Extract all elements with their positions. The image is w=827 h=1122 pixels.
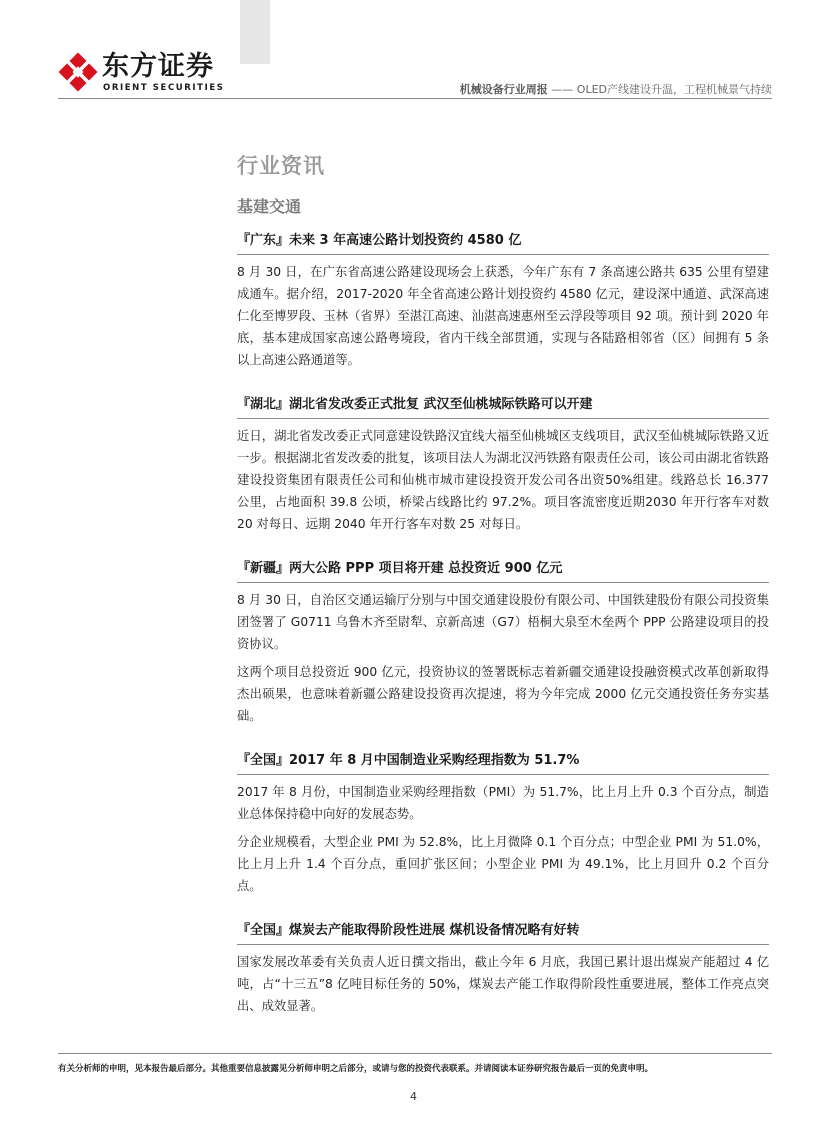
news-item-guangdong: [237, 229, 769, 371]
section-title: 行业资讯: [237, 154, 325, 178]
news-paragraph: 2017 年 8 月份，中国制造业采购经理指数（PMI）为 51.7%，比上月上升 0.3 个百分点，制造业总体保持稳中向好的发展态势。: [237, 785, 769, 821]
news-item-xinjiang: [237, 557, 769, 727]
news-paragraph: 8 月 30 日，在广东省高速公路建设现场会上获悉，今年广东有 7 条高速公路共 635 公里有望建成通车。据介绍，2017-2020 年全省高速公路计划投资约 4580 亿元，建设深中通道、武深高速仁化至博罗段、玉林（省界）至湛江高速、汕湛高速惠州至云浮段等项目 92 项。预计到 2020 年底，基本建成国家高速公路粤境段，省内干线全部贯通，实现与各陆路相邻省（区）间拥有 5 条以上高速公路通道等。: [237, 265, 769, 367]
news-paragraph: 国家发展改革委有关负责人近日撰文指出，截止今年 6 月底，我国已累计退出煤炭产能超过 4 亿吨，占“十三五”8 亿吨目标任务的 50%，煤炭去产能工作取得阶段性重要进展，整体工作亮点突出、成效显著。: [237, 955, 769, 1013]
news-paragraph: 分企业规模看，大型企业 PMI 为 52.8%，比上月微降 0.1 个百分点；中型企业 PMI 为 51.0%，比上月上升 1.4 个百分点，重回扩张区间；小型企业 PMI 为 49.1%，比上月回升 0.2 个百分点。: [237, 835, 769, 893]
news-paragraph: 这两个项目总投资近 900 亿元，投资协议的签署既标志着新疆交通建设投融资模式改革创新取得杰出硕果，也意味着新疆公路建设投资再次提速，将为今年完成 2000 亿元交通投资任务夯实基础。: [237, 665, 769, 723]
report-header-title: [460, 81, 772, 97]
news-title: 『全国』煤炭去产能取得阶段性进展 煤机设备情况略有好转: [237, 919, 769, 945]
news-item-coal: [237, 919, 769, 1017]
report-type: 机械设备行业周报: [459, 83, 548, 96]
page-number: 4: [410, 1090, 417, 1103]
news-title: 『全国』2017 年 8 月中国制造业采购经理指数为 51.7%: [237, 749, 769, 775]
subsection-title: 基建交通: [237, 197, 302, 216]
logo-chinese-text: 东方证券: [102, 51, 214, 82]
header-divider: [58, 98, 772, 99]
orient-logo-icon: [58, 52, 98, 92]
news-paragraph: 8 月 30 日，自治区交通运输厅分别与中国交通建设股份有限公司、中国铁建股份有限公司投资集团签署了 G0711 乌鲁木齐至尉犁、京新高速（G7）梧桐大泉至木垒两个 PPP 公路建设项目的投资协议。: [237, 593, 769, 651]
news-item-hubei: [237, 393, 769, 535]
news-item-pmi: [237, 749, 769, 897]
news-title: 『新疆』两大公路 PPP 项目将开建 总投资近 900 亿元: [237, 557, 769, 583]
news-title: 『湖北』湖北省发改委正式批复 武汉至仙桃城际铁路可以开建: [237, 393, 769, 419]
company-logo: [58, 52, 248, 92]
news-title: 『广东』未来 3 年高速公路计划投资约 4580 亿: [237, 229, 769, 255]
logo-english-text: ORIENT SECURITIES: [103, 83, 225, 93]
news-paragraph: 近日，湖北省发改委正式同意建设铁路汉宜线大福至仙桃城区支线项目，武汉至仙桃城际铁路又近一步。根据湖北省发改委的批复，该项目法人为湖北汉沔铁路有限责任公司，该公司由湖北省铁路建设投资集团有限责任公司和仙桃市城市建设投资开发公司各出资50%组建。线路总长 16.377 公里，占地面积 39.8 公顷，桥梁占线路比约 97.2%。项目客流密度近期2030 年开行客车对数 20 对每日、远期 2040 年开行客车对数 25 对每日。: [237, 429, 769, 531]
report-subtitle: —— OLED产线建设升温，工程机械景气持续: [551, 83, 772, 96]
main-content: [237, 150, 769, 1039]
footer-disclaimer: 有关分析师的申明，见本报告最后部分。其他重要信息披露见分析师申明之后部分，或请与您的投资代表联系。并请阅读本证券研究报告最后一页的免责申明。: [58, 1064, 654, 1074]
footer-divider: [58, 1053, 772, 1054]
